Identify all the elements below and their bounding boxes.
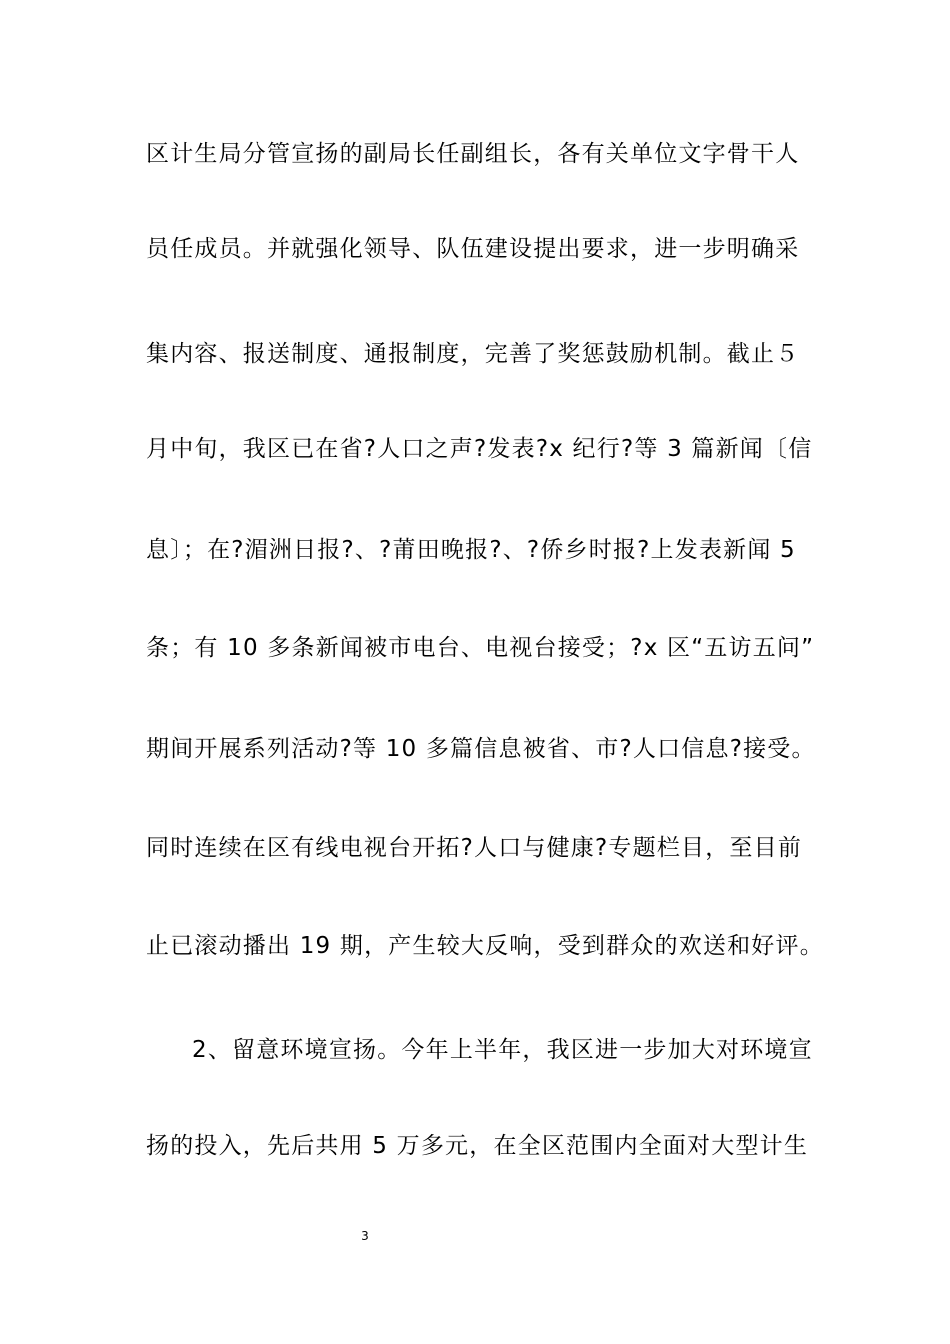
- text-line-3: 集内容、报送制度、通报制度，完善了奖惩鼓励机制。截止５: [146, 341, 800, 367]
- text-line-11: 扬的投入，先后共用 5 万多元，在全区范围内全面对大型计生: [146, 1133, 809, 1159]
- text-line-7: 期间开展系列活动?等 10 多篇信息被省、市?人口信息?接受。: [146, 736, 816, 762]
- page-number: 3: [361, 1229, 369, 1243]
- text-line-8: 同时连续在区有线电视台开拓?人口与健康?专题栏目，至目前: [146, 835, 803, 861]
- text-line-9: 止已滚动播出 19 期，产生较大反响，受到群众的欢送和好评。: [146, 933, 824, 959]
- text-line-5: 息〕；在?湄洲日报?、?莆田晚报?、?侨乡时报?上发表新闻 5: [146, 537, 796, 563]
- text-line-1: 区计生局分管宣扬的副局长任副组长，各有关单位文字骨干人: [146, 141, 800, 167]
- text-line-10: 2、留意环境宣扬。今年上半年，我区进一步加大对环境宣: [192, 1037, 813, 1063]
- text-line-6: 条；有 10 多条新闻被市电台、电视台接受；?x 区“五访五问”: [146, 635, 815, 661]
- text-line-4: 月中旬，我区已在省?人口之声?发表?x 纪行?等 3 篇新闻〔信: [146, 436, 813, 462]
- text-line-2: 员任成员。并就强化领导、队伍建设提出要求，进一步明确采: [146, 236, 800, 262]
